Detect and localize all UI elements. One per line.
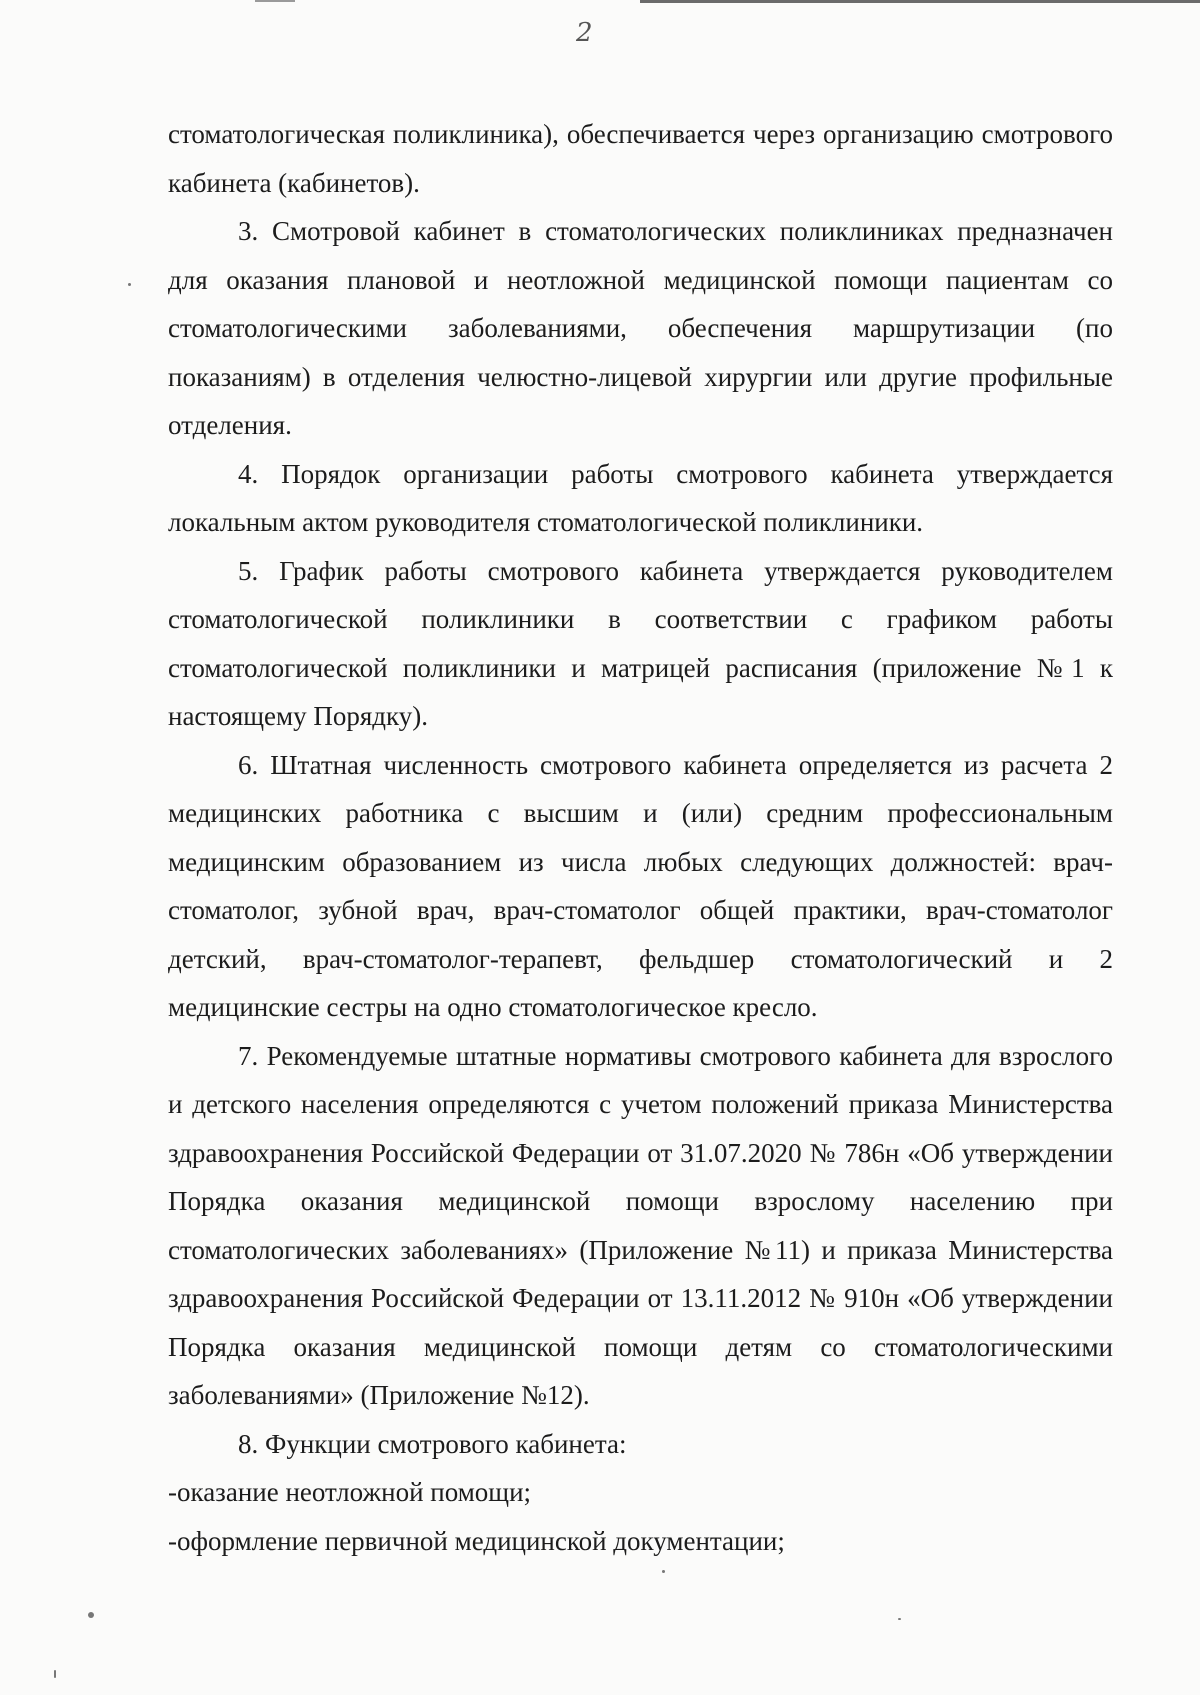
list-item: -оформление первичной медицинской документации; xyxy=(168,1525,785,1556)
paragraph-item-8-heading: 8. Функции смотрового кабинета: xyxy=(238,1428,627,1459)
paragraph-item-6: 6. Штатная численность смотрового кабинета определяется из расчета 2 медицинских работника с высшим и (или) средним профессиональным медицинским образованием из числа любых следующих должностей: врач-стоматолог, зубной врач, врач-стоматолог общей практики, врач-стоматолог детский, врач-стоматолог-терапевт, фельдшер стоматологический и 2 медицинские сестры на одно стоматологическое кресло. xyxy=(168,749,1113,1022)
scan-speck xyxy=(88,1612,94,1618)
paragraph-item-3: 3. Смотровой кабинет в стоматологических поликлиниках предназначен для оказания плановой и неотложной медицинской помощи пациентам со стоматологическими заболеваниями, обеспечения маршрутизации (по показаниям) в отделения челюстно-лицевой хирургии или другие профильные отделения. xyxy=(168,216,1113,440)
paragraph-item-5: 5. График работы смотрового кабинета утверждается руководителем стоматологической поликлиники в соответствии с графиком работы стоматологической поликлиники и матрицей расписания (приложение №1 к настоящему Порядку). xyxy=(168,555,1113,731)
page-number: 2 xyxy=(576,18,593,48)
paragraph-continuation: стоматологическая поликлиника), обеспечивается через организацию смотрового кабинета (кабинетов). xyxy=(168,119,1113,198)
paragraph-item-4: 4. Порядок организации работы смотрового кабинета утверждается локальным актом руководителя стоматологической поликлиники. xyxy=(168,458,1113,537)
scan-speck xyxy=(662,1570,665,1573)
document-body xyxy=(168,110,1113,1565)
scan-speck xyxy=(128,283,131,286)
paragraph-item-7: 7. Рекомендуемые штатные нормативы смотрового кабинета для взрослого и детского населения определяются с учетом положений приказа Министерства здравоохранения Российской Федерации от 31.07.2020 № 786н «Об утверждении Порядка оказания медицинской помощи взрослому населению при стоматологических заболеваниях» (Приложение №11) и приказа Министерства здравоохранения Российской Федерации от 13.11.2012 № 910н «Об утверждении Порядка оказания медицинской помощи детям со стоматологическими заболеваниями» (Приложение №12). xyxy=(168,1040,1113,1410)
scan-speck xyxy=(898,1618,901,1620)
scan-top-edge-mark xyxy=(255,0,295,2)
list-item: -оказание неотложной помощи; xyxy=(168,1477,532,1507)
scan-speck xyxy=(54,1670,56,1678)
scan-top-edge xyxy=(640,0,1200,3)
